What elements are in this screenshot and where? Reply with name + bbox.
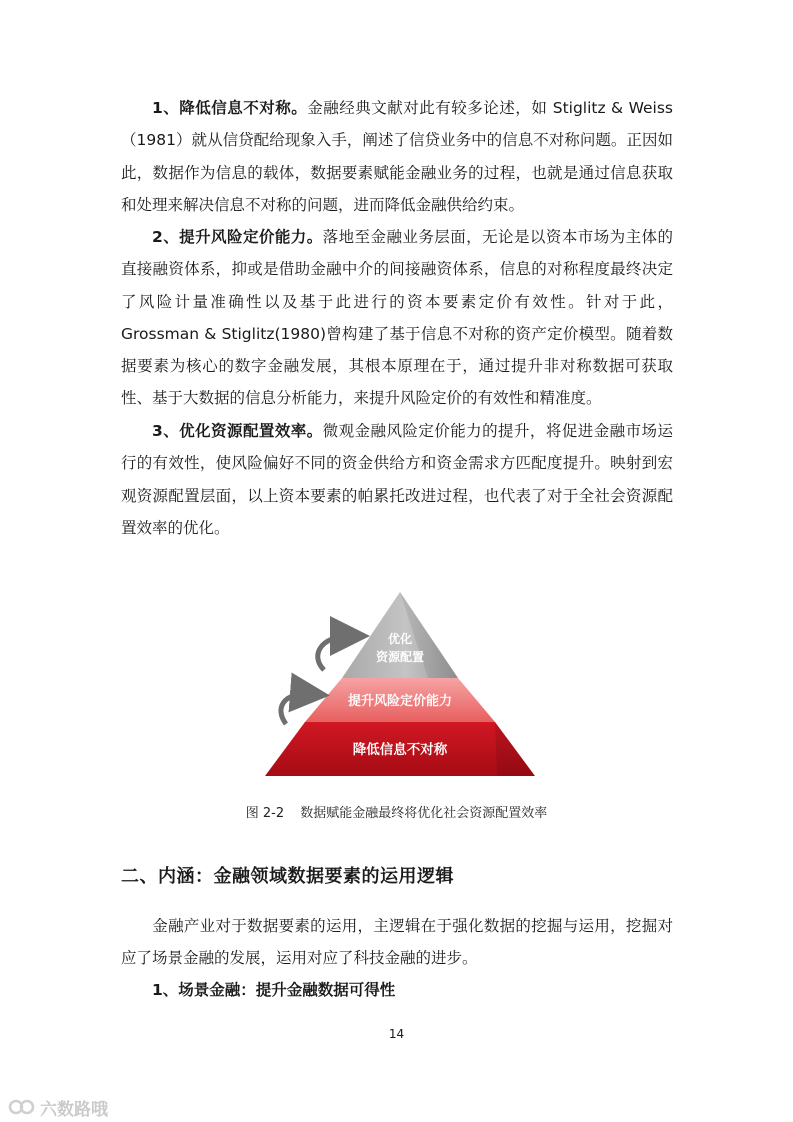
- pyramid-top-label-line2: 资源配置: [375, 650, 425, 664]
- paragraph-4-body: 金融产业对于数据要素的运用，主逻辑在于强化数据的挖掘与运用，挖掘对应了场景金融的发展，运用对应了科技金融的进步。: [121, 917, 673, 968]
- paragraph-1: [121, 92, 673, 221]
- figure-caption-number: 图 2-2: [245, 806, 285, 821]
- subheading: 1、场景金融：提升金融数据可得性: [152, 981, 396, 999]
- paragraph-2-body: 落地至金融业务层面，无论是以资本市场为主体的直接融资体系，抑或是借助金融中介的间接融资体系，信息的对称程度最终决定了风险计量准确性以及基于此进行的资本要素定价有效性。针对于此，Grossman & Stiglitz(1980)曾构建了基于信息不对称的资产定价模型。随着数据要素为核心的数字金融发展，其根本原理在于，通过提升非对称数据可获取性、基于大数据的信息分析能力，来提升风险定价的有效性和精准度。: [121, 228, 673, 408]
- watermark-text: 六数路哦: [40, 1099, 108, 1120]
- paragraph-3-body: 微观金融风险定价能力的提升，将促进金融市场运行的有效性，使风险偏好不同的资金供给方和资金需求方匹配度提升。映射到宏观资源配置层面，以上资本要素的帕累托改进过程，也代表了对于全社会资源配置效率的优化。: [121, 422, 673, 537]
- section-heading: 二、内涵：金融领域数据要素的运用逻辑: [121, 866, 454, 887]
- pyramid-diagram: [262, 590, 538, 780]
- pyramid-bottom-label: 降低信息不对称: [352, 742, 448, 758]
- paragraph-2-lead: 2、提升风险定价能力。: [152, 228, 323, 246]
- paragraph-4: [121, 910, 673, 975]
- paragraph-2: [121, 221, 673, 415]
- paragraph-1-body: 金融经典文献对此有较多论述，如 Stiglitz & Weiss（1981）就从信贷配给现象入手，阐述了信贷业务中的信息不对称问题。正因如此，数据作为信息的载体，数据要素赋能金融业务的过程，也就是通过信息获取和处理来解决信息不对称的问题，进而降低金融供给约束。: [121, 99, 673, 214]
- upward-arrow-icon: [318, 636, 350, 670]
- page-number: 14: [388, 1027, 405, 1041]
- pyramid-middle-label: 提升风险定价能力: [347, 694, 453, 709]
- paragraph-3: [121, 415, 673, 544]
- figure-caption-text: 数据赋能金融最终将优化社会资源配置效率: [300, 806, 548, 821]
- paragraph-3-lead: 3、优化资源配置效率。: [152, 422, 323, 440]
- pyramid-top-label-line1: 优化: [387, 632, 413, 646]
- upward-arrow-icon: [281, 694, 310, 724]
- paragraph-1-lead: 1、降低信息不对称。: [152, 99, 308, 117]
- figure-caption: [0, 802, 793, 821]
- watermark: [8, 1094, 108, 1120]
- watermark-logo-icon: [8, 1096, 36, 1118]
